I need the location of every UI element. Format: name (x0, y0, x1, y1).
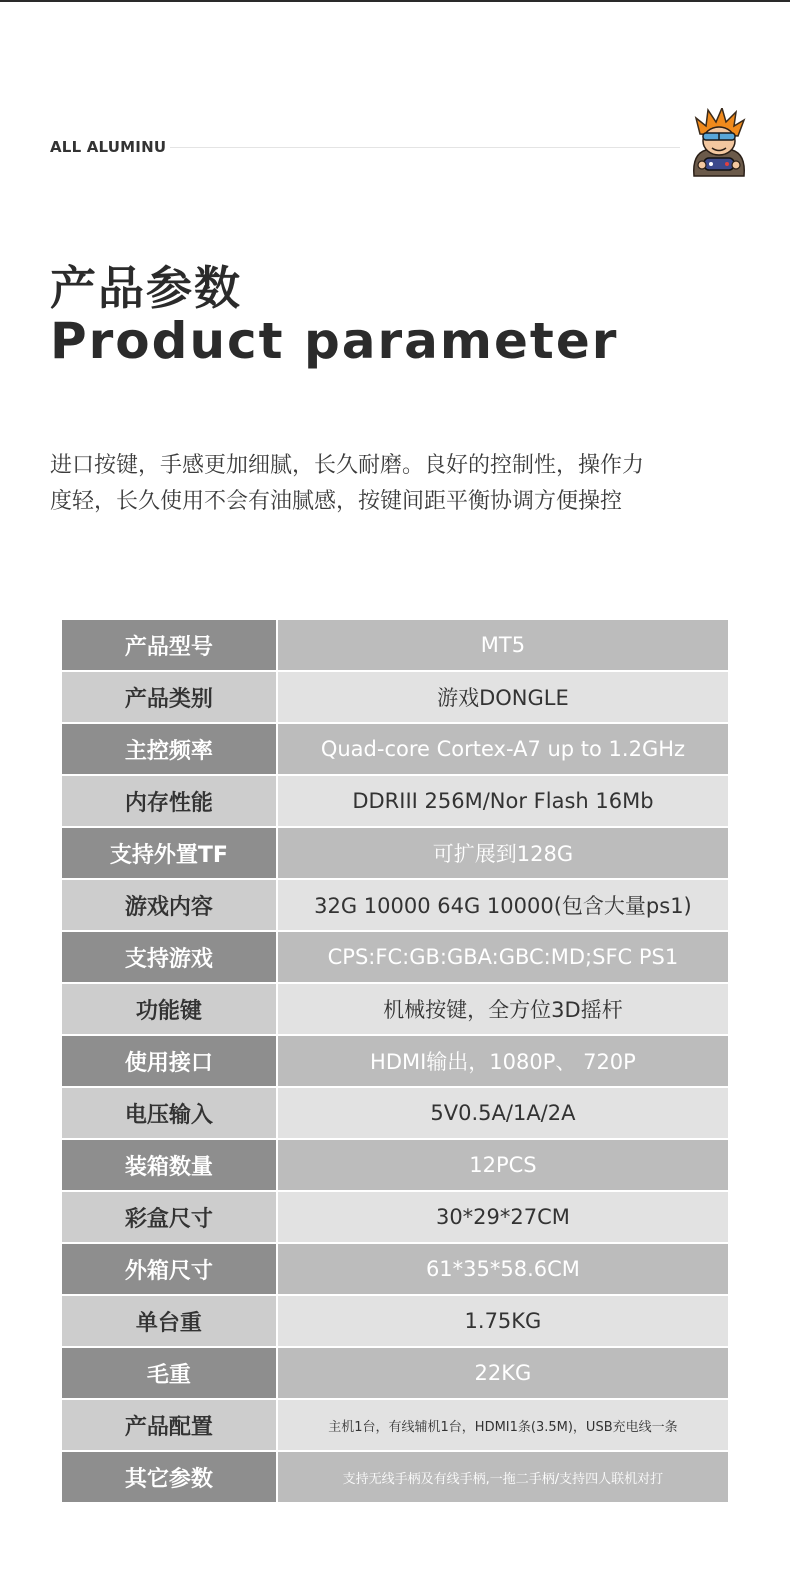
header-divider (170, 147, 680, 148)
brand-label: ALL ALUMINU (50, 138, 167, 156)
spec-label: 彩盒尺寸 (62, 1191, 277, 1243)
spec-value: HDMI输出，1080P、 720P (277, 1035, 728, 1087)
spec-label: 主控频率 (62, 723, 277, 775)
spec-table (62, 620, 728, 1504)
spec-label: 外箱尺寸 (62, 1243, 277, 1295)
title-chinese: 产品参数 (50, 261, 242, 315)
spec-value: 61*35*58.6CM (277, 1243, 728, 1295)
spec-value: 游戏DONGLE (277, 671, 728, 723)
spec-row (62, 1451, 728, 1503)
spec-label: 使用接口 (62, 1035, 277, 1087)
spec-row (62, 1295, 728, 1347)
spec-row (62, 983, 728, 1035)
spec-row (62, 1087, 728, 1139)
spec-label: 支持外置TF (62, 827, 277, 879)
product-description (50, 448, 740, 520)
spec-row (62, 723, 728, 775)
spec-value: 1.75KG (277, 1295, 728, 1347)
gamer-mascot-icon (688, 108, 750, 178)
spec-label: 功能键 (62, 983, 277, 1035)
spec-label: 单台重 (62, 1295, 277, 1347)
title-english: Product parameter (50, 312, 619, 370)
spec-value: 5V0.5A/1A/2A (277, 1087, 728, 1139)
spec-value: CPS:FC:GB:GBA:GBC:MD;SFC PS1 (277, 931, 728, 983)
spec-value: 32G 10000 64G 10000(包含大量ps1) (277, 879, 728, 931)
top-border (0, 0, 790, 2)
spec-label: 产品型号 (62, 620, 277, 671)
spec-value: 机械按键，全方位3D摇杆 (277, 983, 728, 1035)
spec-label: 其它参数 (62, 1451, 277, 1503)
spec-label: 内存性能 (62, 775, 277, 827)
description-line: 度轻，长久使用不会有油腻感，按键间距平衡协调方便操控 (50, 489, 623, 514)
spec-label: 装箱数量 (62, 1139, 277, 1191)
spec-row (62, 1035, 728, 1087)
spec-value: MT5 (277, 620, 728, 671)
spec-value: Quad-core Cortex-A7 up to 1.2GHz (277, 723, 728, 775)
spec-row (62, 1243, 728, 1295)
spec-value: 12PCS (277, 1139, 728, 1191)
spec-label: 毛重 (62, 1347, 277, 1399)
spec-row (62, 620, 728, 671)
spec-row (62, 1191, 728, 1243)
spec-label: 电压输入 (62, 1087, 277, 1139)
spec-label: 游戏内容 (62, 879, 277, 931)
spec-row (62, 671, 728, 723)
spec-value: 可扩展到128G (277, 827, 728, 879)
spec-value: 30*29*27CM (277, 1191, 728, 1243)
spec-value: 主机1台，有线辅机1台，HDMI1条(3.5M)，USB充电线一条 (277, 1399, 728, 1451)
spec-value: 22KG (277, 1347, 728, 1399)
spec-row (62, 775, 728, 827)
spec-row (62, 827, 728, 879)
spec-row (62, 1139, 728, 1191)
spec-value: 支持无线手柄及有线手柄,一拖二手柄/支持四人联机对打 (277, 1451, 728, 1503)
spec-row (62, 879, 728, 931)
spec-row (62, 1399, 728, 1451)
spec-label: 产品配置 (62, 1399, 277, 1451)
spec-row (62, 1347, 728, 1399)
spec-value: DDRIII 256M/Nor Flash 16Mb (277, 775, 728, 827)
spec-label: 产品类别 (62, 671, 277, 723)
spec-row (62, 931, 728, 983)
description-line: 进口按键，手感更加细腻，长久耐磨。良好的控制性，操作力 (50, 453, 645, 478)
spec-label: 支持游戏 (62, 931, 277, 983)
